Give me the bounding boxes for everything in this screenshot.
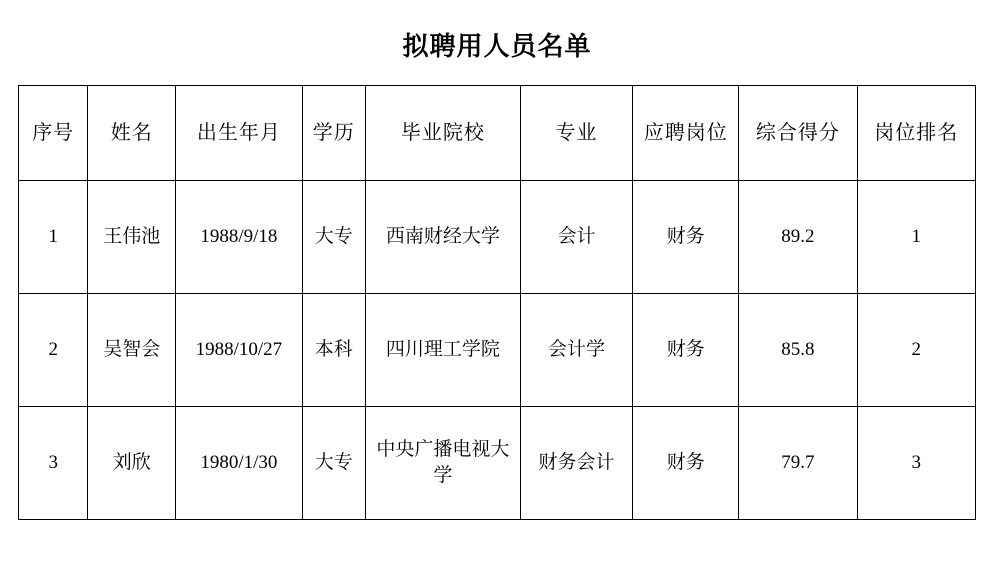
table-row: [19, 181, 976, 294]
column-header-name: 姓名: [88, 86, 176, 181]
cell-school: 中央广播电视大学: [365, 407, 520, 520]
column-header-index: 序号: [19, 86, 88, 181]
cell-birth: 1980/1/30: [176, 407, 303, 520]
cell-score: 89.2: [739, 181, 857, 294]
cell-rank: 1: [857, 181, 975, 294]
column-header-position: 应聘岗位: [633, 86, 739, 181]
table-header: [19, 86, 976, 181]
column-header-school: 毕业院校: [365, 86, 520, 181]
cell-education: 大专: [302, 407, 365, 520]
cell-birth: 1988/9/18: [176, 181, 303, 294]
cell-index: 2: [19, 294, 88, 407]
table-header-row: [19, 86, 976, 181]
cell-birth: 1988/10/27: [176, 294, 303, 407]
cell-name: 王伟池: [88, 181, 176, 294]
cell-index: 1: [19, 181, 88, 294]
column-header-major: 专业: [520, 86, 632, 181]
cell-position: 财务: [633, 181, 739, 294]
cell-score: 85.8: [739, 294, 857, 407]
cell-position: 财务: [633, 407, 739, 520]
cell-major: 财务会计: [520, 407, 632, 520]
cell-school: 四川理工学院: [365, 294, 520, 407]
cell-rank: 2: [857, 294, 975, 407]
table-body: [19, 181, 976, 520]
hiring-roster-table: [18, 85, 976, 520]
column-header-score: 综合得分: [739, 86, 857, 181]
cell-score: 79.7: [739, 407, 857, 520]
cell-name: 刘欣: [88, 407, 176, 520]
cell-position: 财务: [633, 294, 739, 407]
cell-index: 3: [19, 407, 88, 520]
cell-school: 西南财经大学: [365, 181, 520, 294]
table-container: [0, 85, 994, 520]
column-header-birth: 出生年月: [176, 86, 303, 181]
cell-major: 会计学: [520, 294, 632, 407]
cell-name: 吴智会: [88, 294, 176, 407]
column-header-education: 学历: [302, 86, 365, 181]
cell-major: 会计: [520, 181, 632, 294]
column-header-rank: 岗位排名: [857, 86, 975, 181]
cell-rank: 3: [857, 407, 975, 520]
page-title: 拟聘用人员名单: [402, 32, 592, 61]
cell-education: 本科: [302, 294, 365, 407]
table-row: [19, 294, 976, 407]
cell-education: 大专: [302, 181, 365, 294]
table-row: [19, 407, 976, 520]
